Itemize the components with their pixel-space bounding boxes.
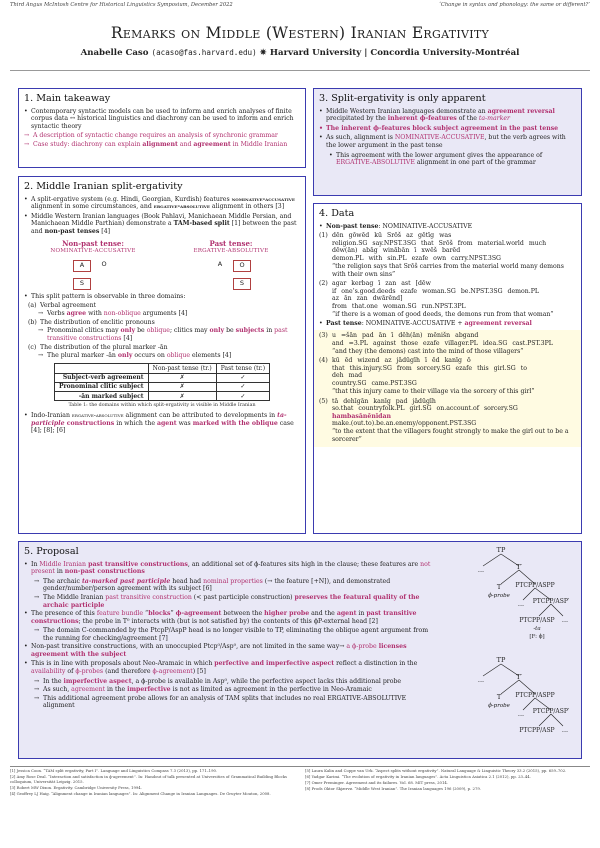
node-probe: ϕ-probe: [488, 703, 510, 709]
list-item: • This agreement with the lower argument gives the appearance of ERGATIVE-ABSOLUTIVE alignment in one part of the grammar: [329, 152, 576, 167]
gloss-word: dēn: [332, 232, 344, 240]
table-header: Non-past tense (tr.): [148, 364, 216, 373]
author-email: (acaso@fas.harvard.edu): [151, 48, 257, 57]
node-complement: ...: [561, 726, 569, 734]
list-item: • The inherent ϕ-features block subject agreement in the past tense: [319, 125, 576, 133]
list-item: • Middle Western Iranian languages (Book Pahlavi, Manichaean Middle Persian, and Manichaean Middle Parthian) demonstrate a TAM-based split [1] between the past and non-past tenses [4]: [24, 213, 300, 236]
gloss-word: was: [439, 232, 452, 240]
node-tbar: T′: [516, 563, 522, 571]
list-item: → The domain C-commanded by the PtcpP/AspP head is no longer visible to TP, eliminating the oblique agent argument from the running for checking/agreement [7]: [34, 627, 434, 642]
gloss-word: jādūgīh: [412, 397, 436, 405]
gloss-word: run.NPST.3PL: [421, 302, 466, 310]
author-name: Anabelle Caso: [80, 48, 149, 58]
gloss-word: came.PST.3SG: [371, 379, 417, 387]
gloss-word: [dēw: [415, 280, 431, 288]
list-item: → In the imperfective aspect, a ϕ-probe is available in Asp⁰, while the perfective aspect lacks this additional probe: [34, 678, 434, 686]
gloss-word: ezafe: [400, 287, 418, 295]
past-alignment: Past tense: ERGATIVE-ABSOLUTIVE A O S: [171, 240, 291, 290]
node-tp: TP: [496, 656, 506, 664]
gloss-word: ī: [391, 332, 394, 340]
gloss-word: Srōš: [386, 232, 402, 240]
cell-a: A: [73, 260, 91, 272]
gloss-word: dwārēnd]: [372, 295, 403, 303]
gloss-line: [332, 365, 576, 373]
gloss-word: with: [368, 254, 383, 262]
gloss-word: barēd: [441, 247, 461, 255]
gloss-word: that: [332, 364, 345, 372]
gloss-word: villager.PL: [444, 339, 478, 347]
table-cell: ✗: [148, 382, 216, 391]
gloss-line: [332, 240, 576, 248]
list-item: • In Middle Iranian past transitive constructions, an additional set of ϕ-features sits high in the clause; these features are not present in non-past constructions: [24, 561, 434, 576]
gloss-word: religion.SG: [332, 239, 368, 247]
author-separator: ✷: [259, 48, 267, 58]
gloss-word: zan: [385, 280, 397, 288]
gloss-line: [332, 303, 576, 311]
gloss-word: sorcery.SG: [484, 405, 518, 413]
gloss-word: ī: [424, 357, 427, 365]
syntax-tree-past: [453, 544, 577, 652]
gloss-word: carry.NPST.3SG: [451, 254, 501, 262]
gloss-word: hambasānēnīdan: [332, 412, 392, 420]
node-ptcpp: PTCPP/ASPP: [515, 582, 555, 589]
gloss-word: cast.PST.3PL: [512, 339, 553, 347]
gloss-word: own: [433, 254, 447, 262]
gloss-word: from: [332, 302, 347, 310]
nonpast-alignment: Non-past tense: NOMINATIVE-ACCUSATIVE A O S: [33, 240, 153, 290]
table-row: [54, 373, 269, 382]
gloss-word: be.NPST.3SG: [460, 287, 503, 295]
node-t: T: [496, 583, 502, 591]
node-ta: -ta: [533, 626, 541, 632]
gloss-word: deh: [332, 372, 344, 380]
reference-item: [3] Robert MW Dixon. Ergativity. Cambridge University Press, 1994.: [10, 784, 142, 790]
gloss-word: demon.PL: [332, 254, 364, 262]
gloss-word: say.NPST.3SG: [372, 239, 417, 247]
node-ptcpbar: PTCPP/ASP′: [532, 598, 570, 605]
section-data: [313, 203, 582, 534]
header-left: Third Angus McIntosh Centre for Historical Linguistics Symposium, December 2022: [10, 2, 233, 8]
section-heading: 2. Middle Iranian split-ergativity: [24, 181, 183, 192]
takeaway-arrows: [24, 132, 300, 149]
gloss-word: those: [400, 339, 419, 347]
gloss-word: jādūgīh: [396, 357, 420, 365]
gloss-word: idea.SG: [482, 339, 508, 347]
table-row: [54, 392, 269, 401]
gloss-word: zan: [356, 295, 368, 303]
gloss-word: to: [520, 364, 527, 372]
gloss-word: kū: [332, 357, 340, 365]
gloss-word: ēd: [431, 357, 440, 365]
node-t: T: [496, 693, 502, 701]
gloss-word: pad: [395, 397, 408, 405]
gloss-word: kerbag: [351, 280, 374, 288]
node-probe: ϕ-probe: [488, 593, 510, 599]
reference-item: [4] Geoffrey LJ Haig. “Alignment change in Iranian languages”. In: Alignment Change in Iranian Languages. De Gruyter Mouton, 2008.: [10, 791, 271, 796]
reference-item: [8] Prods Oktor Skjærvø. “Middle West Iranian”. The Iranian languages 196 (2009), p. 279.: [305, 786, 481, 792]
table-row: [54, 382, 269, 391]
gloss-word: ast: [401, 280, 411, 288]
gloss-line: [332, 288, 576, 296]
title-rule: [10, 70, 590, 71]
gloss-word: abāg: [362, 247, 378, 255]
gloss-word: Srōš: [438, 239, 453, 247]
gloss-line: [332, 255, 576, 263]
gloss-word: from: [396, 364, 412, 372]
gloss-line: [332, 413, 576, 421]
cell-s: S: [233, 278, 251, 290]
gloss-word: agar: [332, 280, 347, 288]
table-cell: ✗: [148, 392, 216, 401]
gloss-word: =3.PL: [348, 339, 369, 347]
gloss-word: ī: [378, 280, 381, 288]
gloss-word: if: [332, 287, 337, 295]
gloss-word: from: [457, 239, 473, 247]
list-item: → The archaic ta-marked past participle head had nominal properties (→ the feature [+N]), and demonstrated gender/number/person agreement with its subject [6]: [34, 578, 434, 593]
section-heading: 3. Split-ergativity is only apparent: [319, 93, 486, 104]
gloss-word: dēh(ān): [398, 332, 423, 340]
domain-a: (a) Verbal agreement → Verbs agree with non-oblique arguments [4]: [28, 302, 300, 317]
gloss-word: =šān: [341, 332, 358, 340]
gloss-line: [332, 232, 576, 240]
syntax-tree-nonpast: [453, 654, 577, 754]
author-line: [0, 48, 600, 58]
gloss-word: dehīgān: [343, 397, 369, 405]
cell-o: O: [101, 259, 107, 268]
gloss-word: kū: [374, 232, 382, 240]
list-item: • The presence of this feature bundle “blocks” ϕ-agreement between the higher probe and the agent in past transitive constructions; the probe in T⁰ interacts with (but is not satisfied by) the contents of this ϕP-external head [2]: [24, 610, 434, 625]
gloss-word: woman.SG: [382, 302, 417, 310]
table-header: [54, 364, 148, 373]
gloss-word: ēd: [344, 357, 353, 365]
cell-s: S: [73, 278, 91, 290]
list-item: • This split pattern is observable in three domains:: [24, 293, 300, 301]
node-tp-spec: ...: [477, 566, 485, 574]
header-right: ‘Change in syntax and phonology: the same or different?’: [439, 2, 590, 8]
section-split-ergativity: [18, 176, 306, 534]
node-ptcpp: PTCPP/ASPP: [515, 692, 555, 699]
table-cell: ✓: [216, 373, 269, 382]
table-header: Past tense (tr.): [216, 364, 269, 373]
gloss-word: ezafe: [411, 254, 429, 262]
alignment-diagram: [24, 240, 300, 290]
list-item: → This additional agreement probe allows for an analysis of TAM splits that includes no real ERGATIVE-ABSOLUTIVE alignment: [34, 695, 434, 710]
reference-item: [2] Amy Rose Deal. “Interaction and satisfaction in ϕ-agreement”. In: Handout of talk presented at Universities of Grammatical Building Blocks colloquium, Universität Leipzig. 2015.: [10, 774, 287, 784]
list-item: • As such, alignment is NOMINATIVE-ACCUSATIVE, but the verb agrees with the lower argument in the past tense: [319, 134, 576, 149]
list-item: • Middle Western Iranian languages demonstrate an agreement reversal precipitated by the inherent ϕ-features of the ta-marker: [319, 108, 576, 123]
gloss-word: that: [421, 239, 434, 247]
gloss-word: xwēš: [421, 247, 437, 255]
table-cell: Pronominal clitic subject: [54, 382, 148, 391]
reference-item: [7] Omer Preminger. Agreement and its failures. Vol. 68. MIT press, 2014.: [305, 780, 449, 786]
gloss-word: dēw(ān): [332, 247, 358, 255]
running-header: [10, 2, 590, 12]
gloss-word: gētīg: [418, 232, 435, 240]
reference-item: [5] Laura Kalin and Coppe van Urk. “Aspect splits without ergativity”. Natural Language & Linguistic Theory 33.2 (2015), pp. 659–702.: [305, 768, 567, 773]
node-ptcpbar: PTCPP/ASP′: [532, 708, 570, 715]
gloss-word: tā: [332, 397, 339, 405]
list-item: • Past tense: NOMINATIVE-ACCUSATIVE + agreement reversal: [319, 320, 576, 328]
list-item: → As such, agreement in the imperfective is not as limited as agreement in the perfective in Neo-Aramaic: [34, 686, 434, 694]
section-heading: 4. Data: [319, 208, 355, 219]
gloss-word: and: [332, 339, 344, 347]
section-heading: 5. Proposal: [24, 546, 79, 557]
section-heading: 1. Main takeaway: [24, 93, 111, 104]
node-tp-spec: ...: [477, 676, 485, 684]
table-cell: ✓: [216, 382, 269, 391]
reference-item: [1] Jessica Coon. “TAM split ergativity, Part I”. Language and Linguistics Compass 7.3 (2013), pp. 171–190.: [10, 768, 218, 773]
section-proposal: [18, 541, 582, 759]
example-4: (4) kū ēd wizend az jādūgīh ī ēd kanīg ō that this.injury.SG from sorcery.SG ezafe this girl.SG to deh mad country.SG came.PST.3SG “that this injury came to their village via the sorcery of this girl”: [319, 357, 576, 395]
references-col-2: [305, 769, 590, 826]
node-tbar: T′: [516, 673, 522, 681]
node-spec: ...: [517, 710, 525, 718]
section-only-apparent: [313, 88, 582, 196]
domain-b: (b) The distribution of enclitic pronouns → Pronominal clitics may only be oblique; clitics may only be subjects in past transitive constructions [4]: [28, 319, 300, 342]
table-cell: Subject-verb agreement: [54, 373, 148, 382]
gloss-word: ezafe: [455, 364, 473, 372]
gloss-word: demon.PL: [507, 287, 539, 295]
author-affiliation: Harvard University | Concordia University-Montréal: [269, 48, 520, 58]
gloss-word: girl.SG: [409, 405, 432, 413]
gloss-word: much: [528, 239, 547, 247]
gloss-line: [332, 295, 576, 303]
section-main-takeaway: [18, 88, 306, 168]
cell-a: A: [217, 259, 223, 268]
list-item: • A split-ergative system (e.g. Hindi, Georgian, Kurdish) features nominative-accusative alignment in some circumstances, and ergative-absolutive alignment in others [3]: [24, 196, 300, 211]
gloss-word: u: [332, 332, 336, 340]
gloss-word: ān: [378, 332, 387, 340]
node-ptcp0: PTCPP/ASP: [519, 617, 555, 624]
list-item: → A description of syntactic change requires an analysis of synchronic grammar: [24, 132, 300, 140]
gloss-line: [332, 420, 576, 428]
takeaway-list: [24, 108, 300, 131]
gloss-word: az: [332, 295, 339, 303]
gloss-word: kanīg: [373, 397, 391, 405]
list-item: • Non-past tense: NOMINATIVE-ACCUSATIVE: [319, 223, 576, 231]
gloss-word: abgand: [455, 332, 479, 340]
gloss-word: az: [384, 357, 392, 365]
gloss-word: gōwēd: [348, 232, 370, 240]
list-item: → The Middle Iranian past transitive construction (< past participle construction) preserves the featural quality of the archaic participle: [34, 594, 434, 609]
gloss-word: this: [477, 364, 489, 372]
gloss-line: [332, 372, 576, 380]
gloss-line: [332, 332, 576, 340]
domain-c: (c) The distribution of the plural marker -ān → The plural marker -ān only occurs on oblique elements [4]: [28, 344, 300, 359]
table-caption: Table 1: the domains within which split-ergativity is visible in Middle Iranian: [68, 403, 256, 409]
gloss-line: [332, 340, 576, 348]
gloss-word: country.SG: [332, 379, 367, 387]
gloss-word: mad: [348, 372, 363, 380]
split-table: [54, 363, 270, 401]
gloss-word: woman.SG: [422, 287, 456, 295]
table-cell: ✓: [216, 392, 269, 401]
poster-title: Remarks on Middle (Western) Iranian Ergativity: [110, 24, 490, 42]
table-cell: ✗: [148, 373, 216, 382]
gloss-line: [332, 380, 576, 388]
node-feature: [F: ϕ]: [529, 634, 545, 640]
gloss-word: ō: [466, 357, 471, 365]
example-3: (3) u =šān pad ān ī dēh(ān) mēnišn abgand and =3.PL against those ezafe villager.PL idea.SG cast.PST.3PL “and they (the demons) cast into the mind of those villagers”: [319, 332, 576, 355]
gloss-word: ān: [343, 295, 352, 303]
node-ptcp0: PTCPP/ASP: [519, 727, 555, 734]
past-examples: [314, 330, 581, 447]
gloss-word: mēnišn: [427, 332, 451, 340]
references: [10, 766, 590, 826]
gloss-word: one’s.good.deeds: [341, 287, 396, 295]
node-complement: ...: [561, 616, 569, 624]
gloss-word: this.injury.SG: [349, 364, 392, 372]
gloss-word: countryfolk.PL: [358, 405, 405, 413]
gloss-word: winābān: [382, 247, 410, 255]
gloss-word: ezafe: [423, 339, 440, 347]
gloss-line: [332, 405, 576, 413]
reference-item: [6] Yadgar Karimi. “The evolution of ergativity in Iranian languages”. Acta Linguistica Asiatica 2.1 (2012), pp. 23–44.: [305, 774, 531, 780]
table-cell: -ān marked subject: [54, 392, 148, 401]
gloss-word: sin.PL: [387, 254, 407, 262]
gloss-word: so.that: [332, 405, 354, 413]
gloss-line: [332, 280, 576, 288]
gloss-word: kanīg: [444, 357, 462, 365]
gloss-word: that.one: [351, 302, 378, 310]
example-5: (5) tā dehīgān kanīg pad jādūgīh so.that countryfolk.PL girl.SG on.account.of sorcery.SG hambasānēnīdan make.(out.to).be.an.enemy/opponent.PST.3SG “to the extent that the villagers fought strongly to make the girl out to be a sorcerer”: [319, 398, 576, 444]
gloss-word: make.(out.to).be.an.enemy/opponent.PST.3SG: [332, 420, 477, 428]
gloss-word: wizend: [357, 357, 380, 365]
gloss-word: sorcery.SG: [416, 364, 451, 372]
list-item: → Case study: diachrony can explain alignment and agreement in Middle Iranian: [24, 141, 300, 149]
gloss-line: [332, 357, 576, 365]
gloss-word: ī: [414, 247, 417, 255]
gloss-word: az: [406, 232, 414, 240]
gloss-word: against: [373, 339, 396, 347]
example-1: (1) dēn gōwēd kū Srōš az gētīg was religion.SG say.NPST.3SG that Srōš from material.world much dēw(ān) abāg winābān ī xwēš barēd demon.PL with sin.PL ezafe own carry.NPST.3SG “the religion says that Srōš carries from the material world many demons with their own sins”: [319, 232, 576, 278]
references-col-1: [10, 769, 295, 826]
gloss-line: [332, 398, 576, 406]
gloss-word: on.account.of: [436, 405, 479, 413]
list-item: • This is in line with proposals about Neo-Aramaic in which perfective and imperfective aspect reflect a distinction in the availability of ϕ-probes (and therefore ϕ-agreement) [5]: [24, 660, 434, 675]
node-tp: TP: [496, 546, 506, 554]
gloss-word: material.world: [477, 239, 524, 247]
list-item: • Indo-Iranian ergative-absolutive alignment can be attributed to developments in ta-participle constructions in which the agent was marked with the oblique case [4]; [8]; [6]: [24, 412, 300, 435]
node-spec: ...: [517, 600, 525, 608]
list-item: • Non-past transitive constructions, with an unoccupied Ptcp⁰/Asp⁰, are not limited in the same way→ a ϕ-probe licenses agreement with the subject: [24, 643, 434, 658]
gloss-line: [332, 247, 576, 255]
list-item: • Contemporary syntactic models can be used to inform and enrich analyses of finite corpus data ↔ historical linguistics and diachrony can be used to inform and enrich syntactic theory: [24, 108, 300, 131]
gloss-word: pad: [362, 332, 374, 340]
example-2: (2) agar kerbag ī zan ast [dēw if one’s.good.deeds ezafe woman.SG be.NPST.3SG demon.PL az ān zan dwārēnd] from that.one woman.SG run.NPST.3PL “if there is a woman of good deeds, the demons run from that woman”: [319, 280, 576, 318]
cell-o: O: [233, 260, 251, 272]
gloss-word: girl.SG: [493, 364, 516, 372]
